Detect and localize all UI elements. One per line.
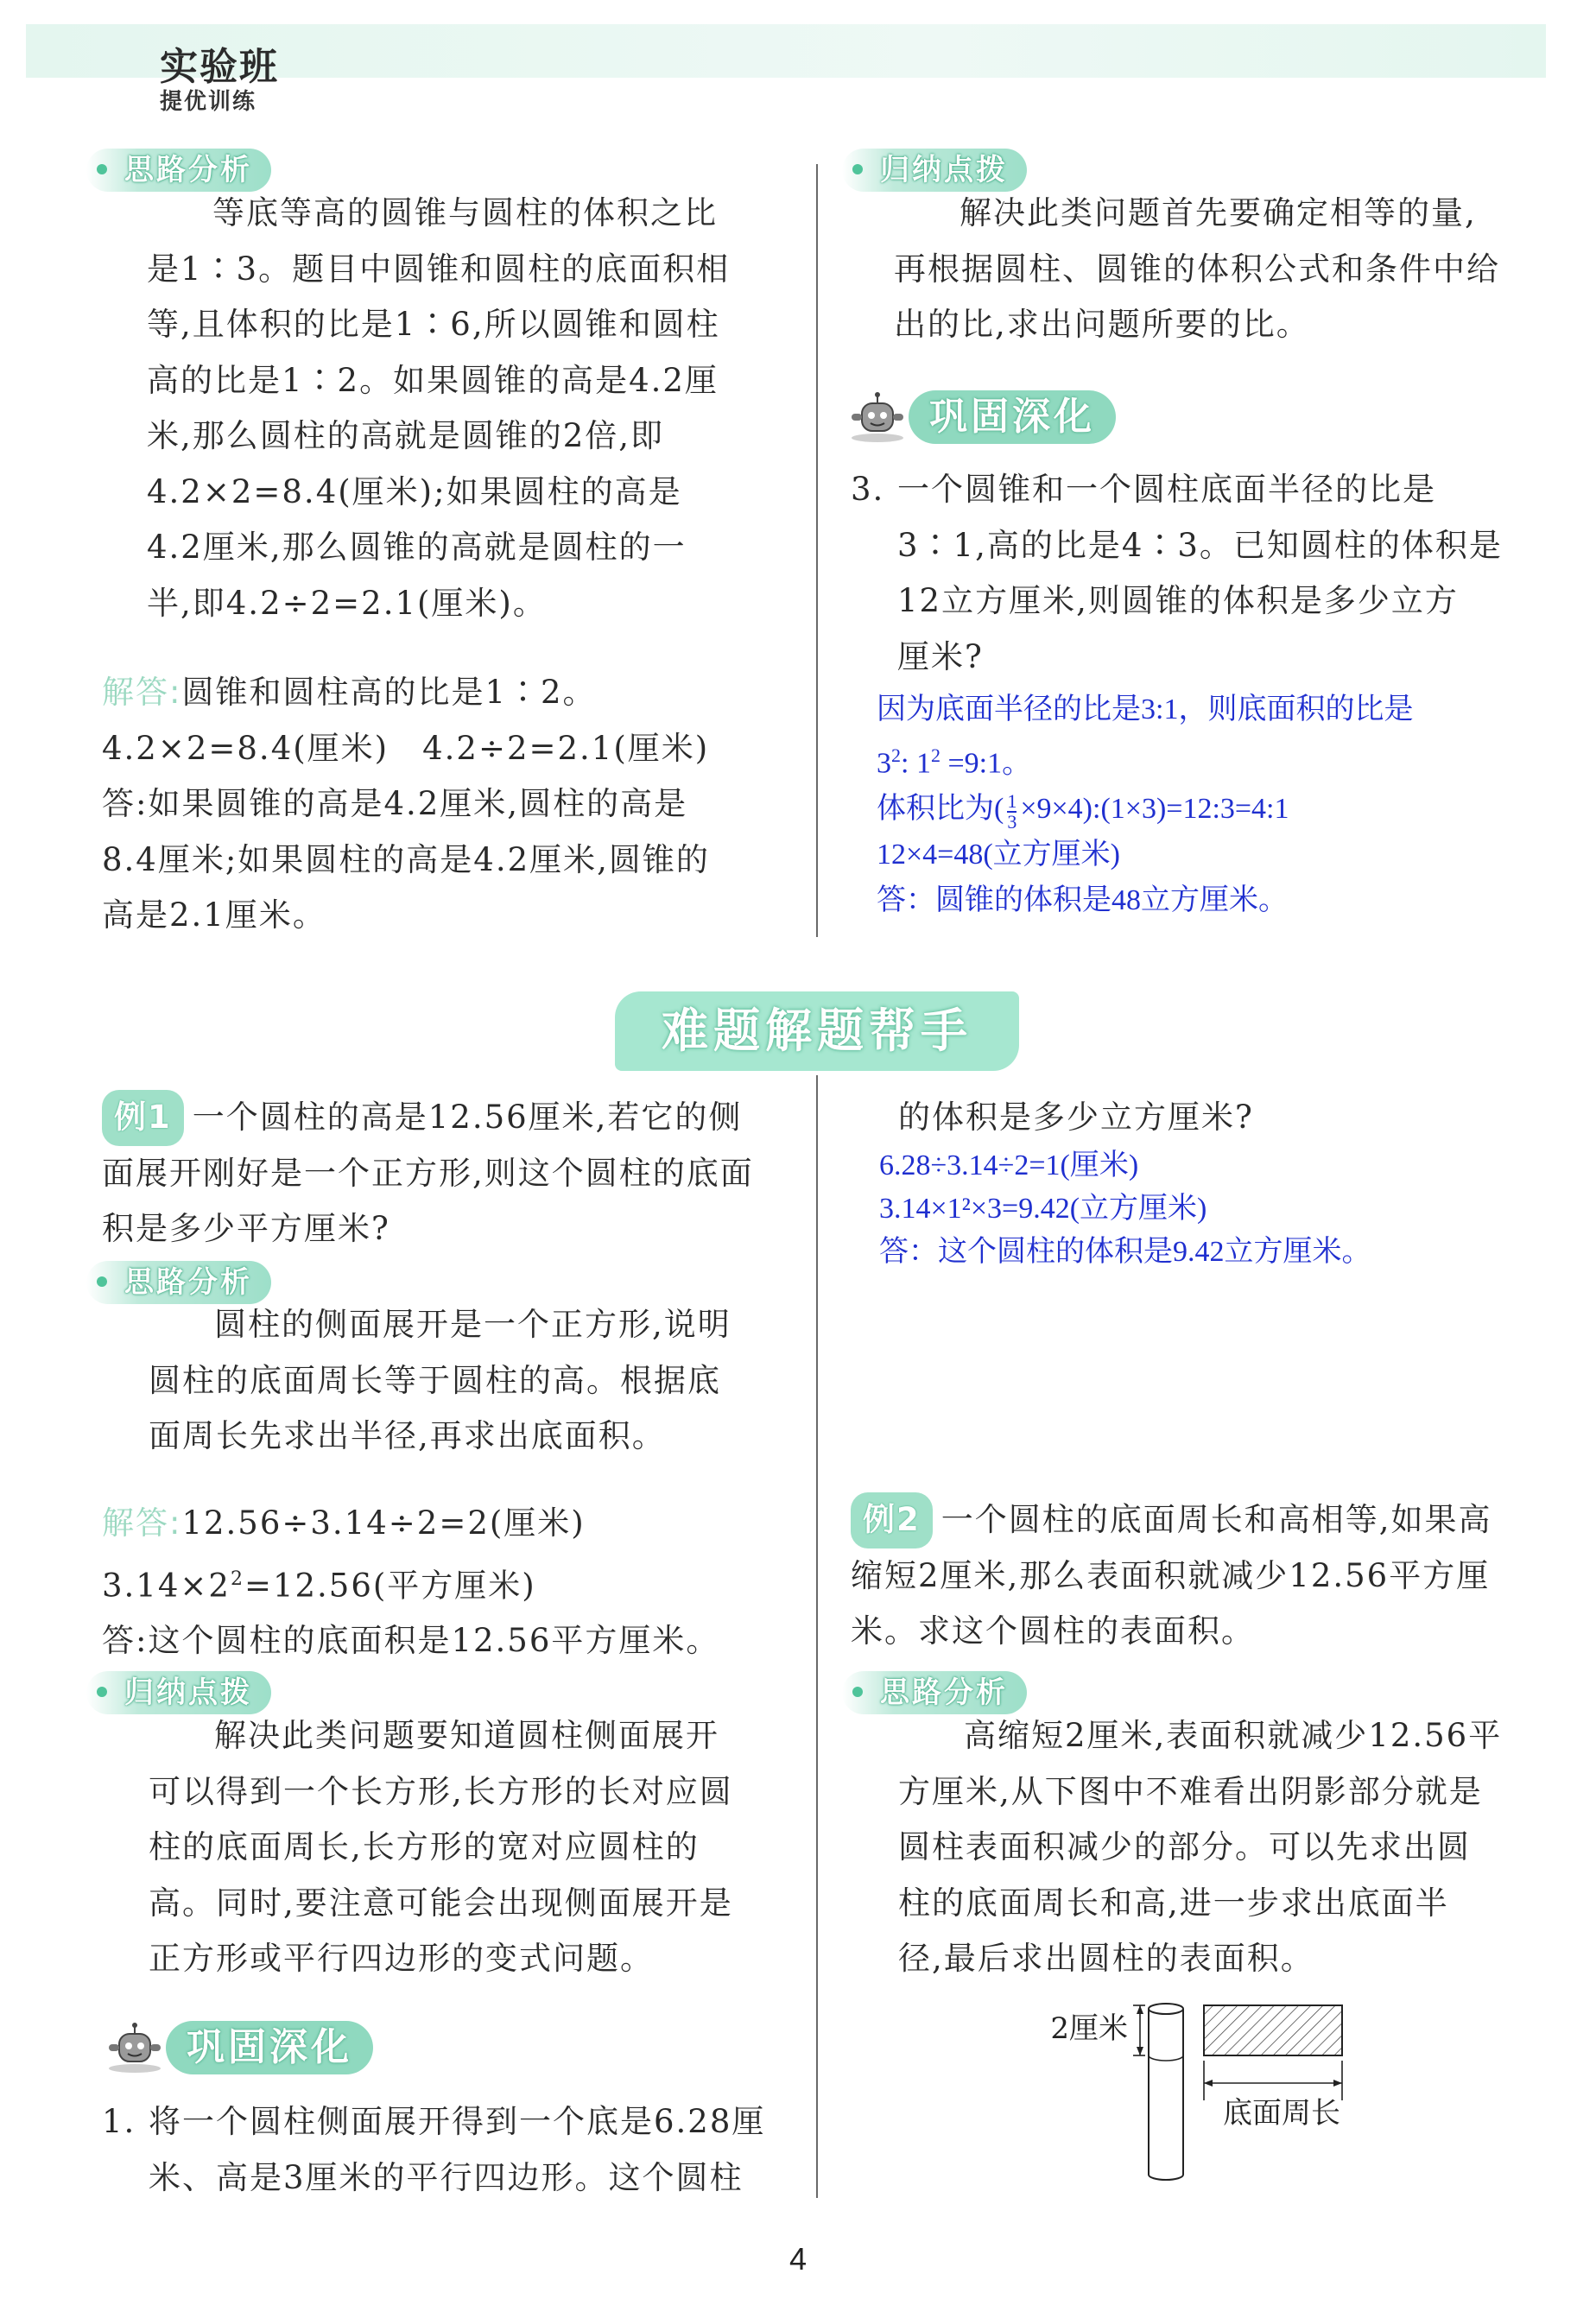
example-2-badge: 例2 — [851, 1492, 933, 1548]
text-line: 3.14×1²×3=9.42(立方厘米) — [879, 1193, 1207, 1225]
problem-number: 3. — [851, 471, 885, 508]
text-line: 是1∶3。题目中圆锥和圆柱的底面积相 — [147, 250, 731, 288]
text-line: 例2 一个圆柱的底面周长和高相等,如果高 — [851, 1492, 1568, 1548]
example-2 — [851, 1492, 1568, 1660]
cylinder-shape — [1149, 2004, 1183, 2180]
text-line: 面周长先求出半径,再求出底面积。 — [149, 1417, 666, 1454]
text-line: 体积比为( $\frac{1}{3}$ ×9×4):(1×3)=12:3=4:1 — [877, 789, 1289, 833]
analysis-tag-label: 思路分析 — [124, 1265, 252, 1300]
handwritten-answer-3 — [877, 687, 1568, 923]
text-line: 等底等高的圆锥与圆柱的体积之比 — [212, 194, 718, 231]
text-line: 柱的底面周长,长方形的宽对应圆柱的 — [149, 1828, 700, 1865]
text-line: 12立方厘米,则圆锥的体积是多少立方 — [897, 582, 1459, 619]
tag-dot-icon — [852, 164, 863, 174]
tag-dot-icon — [97, 1687, 107, 1697]
text-line: 积是多少平方厘米? — [102, 1210, 390, 1247]
text-line: 高的比是1∶2。如果圆锥的高是4.2厘 — [147, 361, 719, 399]
text-line: $3^2$: $1^2$ =9:1。 — [877, 744, 1032, 780]
tag-dot-icon — [97, 164, 107, 174]
text-line: 6.28÷3.14÷2=1(厘米) — [879, 1150, 1139, 1181]
analysis-tag-label: 思路分析 — [880, 1675, 1008, 1710]
text-line: 圆柱的侧面展开是一个正方形,说明 — [214, 1306, 732, 1343]
text-line: 圆柱表面积减少的部分。可以先求出圆 — [898, 1828, 1471, 1865]
text-line: 正方形或平行四边形的变式问题。 — [149, 1940, 654, 1977]
text-line: 半,即4.2÷2=2.1(厘米)。 — [147, 584, 547, 622]
cylinder-figure — [1036, 1986, 1451, 2194]
figure-base-label: 底面周长 — [1223, 2096, 1340, 2131]
summary-tag-label: 归纳点拨 — [880, 153, 1008, 187]
robot-icon — [104, 2022, 166, 2074]
summary-paragraph — [894, 186, 1550, 353]
text-line: 解决此类问题首先要确定相等的量, — [960, 194, 1477, 231]
text-line: 答：圆锥的体积是48立方厘米。 — [877, 884, 1288, 917]
analysis-paragraph — [147, 186, 786, 631]
text-line: 因为底面半径的比是3:1，则底面积的比是 — [877, 694, 1414, 725]
text-line: 高缩短2厘米,表面积就减少12.56平 — [964, 1717, 1503, 1754]
text-line: 解决此类问题要知道圆柱侧面展开 — [214, 1717, 719, 1754]
answer-label: 解答: — [102, 1504, 182, 1542]
text-line: 的体积是多少立方厘米? — [898, 1099, 1254, 1136]
text-line: 径,最后求出圆柱的表面积。 — [898, 1940, 1314, 1977]
answer-first-line: 解答:12.56÷3.14÷2=2(厘米) — [102, 1504, 586, 1542]
tag-dot-icon — [97, 1276, 107, 1287]
brand-subtitle: 提优训练 — [160, 89, 257, 115]
example-1 — [102, 1090, 810, 1257]
text-line: 例1 一个圆柱的高是12.56厘米,若它的侧 — [102, 1090, 810, 1146]
analysis-tag-label: 思路分析 — [124, 153, 252, 187]
example-2-analysis — [898, 1708, 1555, 1987]
page-number: 4 — [788, 2241, 808, 2277]
robot-icon — [846, 391, 909, 443]
example-1-answer — [102, 1496, 810, 1669]
text-line: 米,那么圆柱的高就是圆锥的2倍,即 — [147, 417, 665, 454]
problem-number: 1. — [102, 2103, 136, 2140]
text-line: 答:如果圆锥的高是4.2厘米,圆柱的高是 — [102, 785, 688, 822]
text-line: 答:这个圆柱的底面积是12.56平方厘米。 — [102, 1622, 720, 1660]
text-line: 12×4=48(立方厘米) — [877, 839, 1120, 871]
text-line: 缩短2厘米,那么表面积就减少12.56平方厘 — [851, 1556, 1491, 1594]
section-banner: 难题解题帮手 — [615, 991, 1019, 1071]
text-line: 等,且体积的比是1∶6,所以圆锥和圆柱 — [147, 306, 720, 343]
text-line: 出的比,求出问题所要的比。 — [894, 306, 1310, 343]
text-line: 1. 将一个圆柱侧面展开得到一个底是6.28厘 — [102, 2094, 810, 2150]
summary-tag-label: 归纳点拨 — [124, 1675, 252, 1710]
brand-title: 实验班 — [160, 45, 279, 89]
practice-problem-1 — [102, 2094, 810, 2206]
text-line: 方厘米,从下图中不难看出阴影部分就是 — [898, 1772, 1483, 1810]
text-line: 4.2×2=8.4(厘米);如果圆柱的高是 — [147, 472, 682, 510]
brand-logo — [160, 45, 279, 114]
answer-first-line: 解答:圆锥和圆柱高的比是1∶2。 — [102, 674, 597, 711]
text-line: 厘米? — [897, 637, 984, 675]
text-line: 8.4厘米;如果圆柱的高是4.2厘米,圆锥的 — [102, 840, 710, 878]
column-divider-bottom — [816, 1075, 818, 2198]
text-line: 高是2.1厘米。 — [102, 896, 326, 934]
text-line: 米。求这个圆柱的表面积。 — [851, 1612, 1255, 1650]
text-line: 柱的底面周长和高,进一步求出底面半 — [898, 1884, 1449, 1922]
shaded-region — [1204, 2005, 1342, 2055]
text-line: 答：这个圆柱的体积是9.42立方厘米。 — [879, 1236, 1371, 1268]
text-line: 3∶1,高的比是4∶3。已知圆柱的体积是 — [897, 526, 1503, 564]
answer-label: 解答: — [102, 674, 182, 711]
text-line: 4.2厘米,那么圆锥的高就是圆柱的一 — [147, 529, 687, 566]
practice-title: 巩固深化 — [909, 390, 1116, 444]
text-line: 再根据圆柱、圆锥的体积公式和条件中给 — [894, 250, 1500, 288]
text-line: 可以得到一个长方形,长方形的长对应圆 — [149, 1772, 733, 1810]
text-line: 面展开刚好是一个正方形,则这个圆柱的底面 — [102, 1154, 754, 1192]
practice-problem-3 — [851, 462, 1559, 685]
practice-heading — [846, 390, 1116, 444]
tag-dot-icon — [852, 1687, 863, 1697]
text-line: 圆柱的底面周长等于圆柱的高。根据底 — [149, 1361, 721, 1399]
column-divider-top — [816, 164, 818, 937]
example-1-badge: 例1 — [102, 1090, 184, 1146]
practice-heading — [104, 2021, 373, 2074]
text-line: 4.2×2=8.4(厘米) 4.2÷2=2.1(厘米) — [102, 729, 710, 767]
text-line: $3.14\times 2^2=12.56$(平方厘米) — [102, 1566, 536, 1604]
practice-title: 巩固深化 — [166, 2021, 373, 2074]
example-1-analysis — [149, 1297, 788, 1465]
figure-height-label: 2厘米 — [1050, 2011, 1128, 2046]
practice-problem-1-continued — [898, 1090, 1555, 1146]
example-1-summary — [149, 1708, 788, 1987]
text-line: 高。同时,要注意可能会出现侧面展开是 — [149, 1884, 733, 1922]
text-line: 米、高是3厘米的平行四边形。这个圆柱 — [149, 2158, 744, 2196]
answer-block — [102, 665, 810, 944]
handwritten-answer-1 — [879, 1144, 1553, 1274]
text-line: 3. 一个圆锥和一个圆柱底面半径的比是 — [851, 462, 1559, 518]
